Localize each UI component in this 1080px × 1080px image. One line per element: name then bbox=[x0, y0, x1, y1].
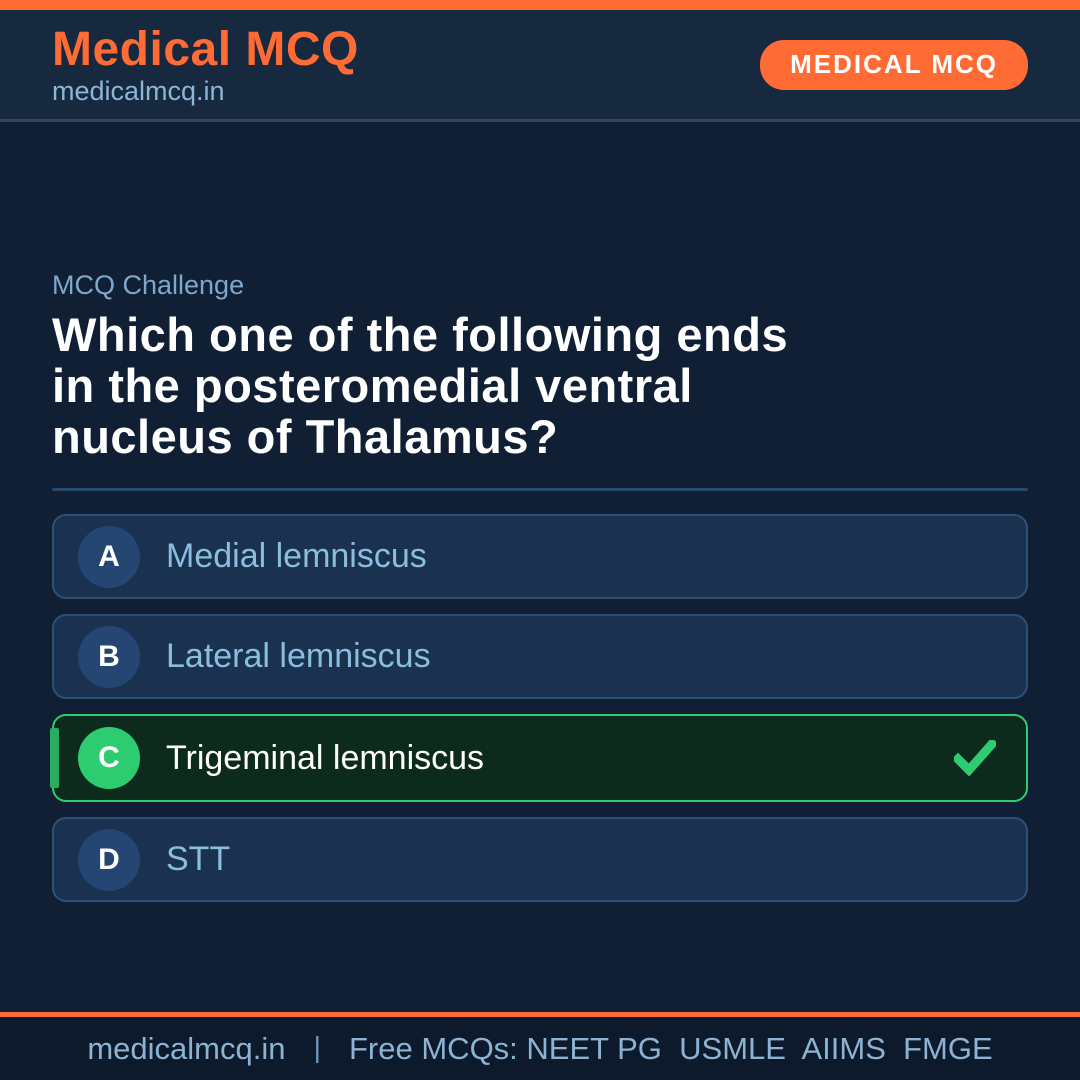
option-c-selected-correct[interactable] bbox=[52, 714, 1028, 802]
option-d-letter-badge: D bbox=[78, 829, 140, 891]
option-a-text: Medial lemniscus bbox=[166, 537, 427, 575]
option-d[interactable] bbox=[52, 817, 1028, 902]
footer-bar bbox=[0, 1017, 1080, 1080]
option-c-text: Trigeminal lemniscus bbox=[166, 738, 485, 777]
option-a-letter-badge: A bbox=[78, 526, 140, 588]
question-line-2: in the posteromedial ventral bbox=[52, 359, 693, 412]
brand-subtitle: medicalmcq.in bbox=[52, 75, 225, 106]
question-text bbox=[52, 309, 1028, 462]
option-b-text: Lateral lemniscus bbox=[166, 637, 431, 675]
footer-tagline: Free MCQs: NEET PG USMLE AIIMS FMGE bbox=[349, 1030, 993, 1066]
top-accent-bar bbox=[0, 0, 1080, 10]
footer-site: medicalmcq.in bbox=[87, 1030, 286, 1066]
option-a[interactable] bbox=[52, 514, 1028, 599]
option-c-letter-badge: C bbox=[78, 727, 140, 789]
question-section bbox=[0, 270, 1080, 902]
option-b[interactable] bbox=[52, 614, 1028, 699]
selected-accent-bar bbox=[50, 728, 59, 788]
options-list bbox=[52, 514, 1028, 902]
mcq-challenge-label: MCQ Challenge bbox=[52, 270, 245, 300]
question-line-3: nucleus of Thalamus? bbox=[52, 410, 559, 463]
divider bbox=[52, 488, 1028, 491]
option-d-text: STT bbox=[166, 840, 231, 878]
footer bbox=[0, 1012, 1080, 1080]
option-b-letter-badge: B bbox=[78, 626, 140, 688]
brand-title: Medical MCQ bbox=[52, 22, 359, 76]
question-line-1: Which one of the following ends bbox=[52, 308, 789, 361]
header bbox=[0, 10, 1080, 122]
footer-separator: | bbox=[313, 1032, 321, 1064]
brand-badge: MEDICAL MCQ bbox=[760, 40, 1028, 90]
check-icon bbox=[954, 740, 996, 776]
brand-block bbox=[52, 24, 359, 106]
